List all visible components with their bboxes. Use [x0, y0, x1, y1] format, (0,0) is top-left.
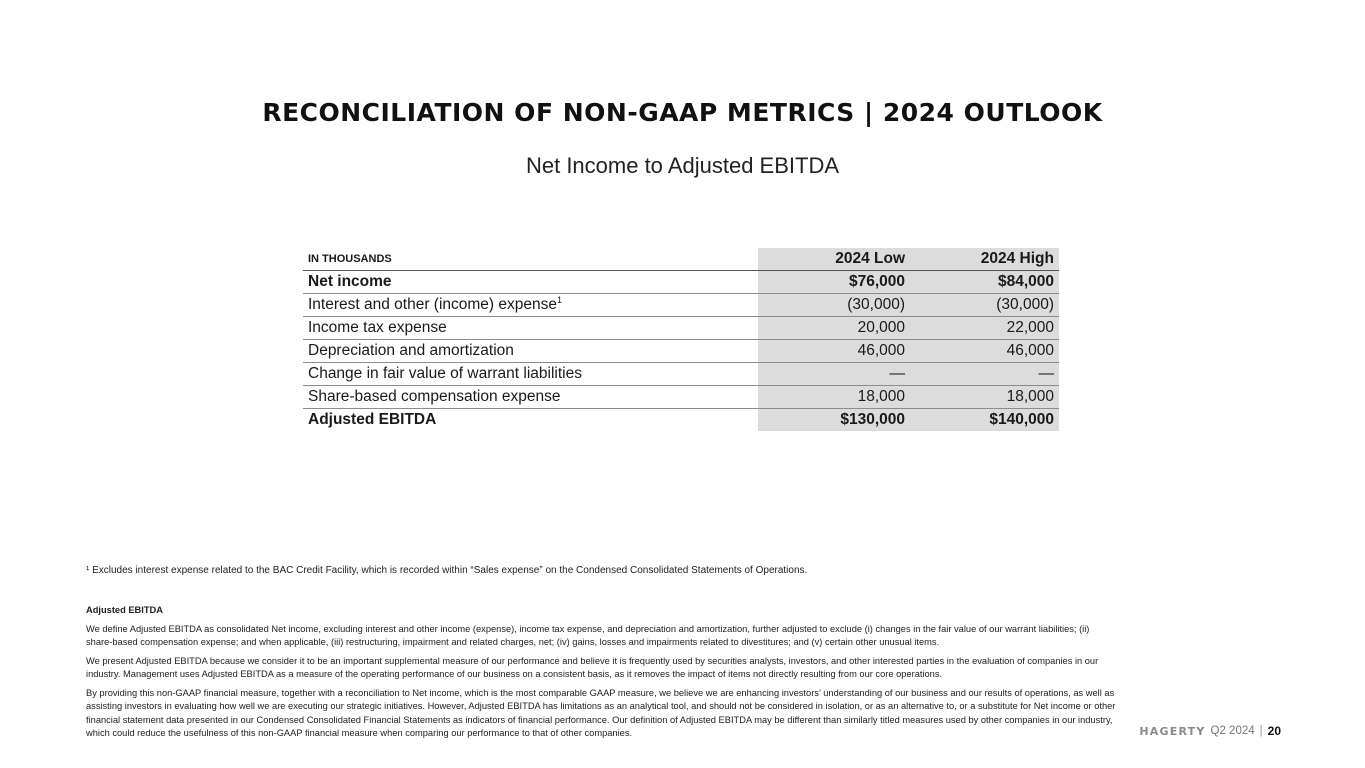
row-value-high: 46,000 — [910, 340, 1059, 363]
column-header-label: IN THOUSANDS — [303, 248, 758, 271]
reconciliation-table — [303, 248, 1059, 431]
column-header-low: 2024 Low — [758, 248, 910, 271]
column-header-high: 2024 High — [910, 248, 1059, 271]
footnote-mark: 1 — [557, 295, 563, 305]
row-value-high: 22,000 — [910, 317, 1059, 340]
page-number: 20 — [1267, 724, 1281, 738]
row-label: Share-based compensation expense — [303, 386, 758, 409]
row-label — [303, 294, 758, 317]
report-period: Q2 2024 — [1210, 725, 1255, 737]
row-value-high: $84,000 — [910, 271, 1059, 294]
footnote: ¹ Excludes interest expense related to the BAC Credit Facility, which is recorded within “Sales expense” on the Condensed Consolidated Statements of Operations. — [86, 565, 808, 576]
row-value-high: — — [910, 363, 1059, 386]
page-title: RECONCILIATION OF NON-GAAP METRICS | 2024 OUTLOOK — [262, 98, 1103, 127]
hagerty-logo: HAGERTY — [1139, 724, 1206, 738]
row-label: Depreciation and amortization — [303, 340, 758, 363]
row-value-low: — — [758, 363, 910, 386]
row-value-low: 18,000 — [758, 386, 910, 409]
definition-paragraph: We define Adjusted EBITDA as consolidated Net income, excluding interest and other income (expense), income tax expense, and depreciation and amortization, further adjusted to exclude (i) changes in the fair value of our warrant liabilities; (ii) share-based compensation expense; and when applicable, (iii) restructuring, impairment and related charges, net; (iv) gains, losses and impairments related to divestitures; and (v) certain other unusual items. — [86, 623, 1090, 647]
table-row-total — [303, 409, 1059, 432]
row-label: Adjusted EBITDA — [303, 409, 758, 432]
definition-paragraph: By providing this non-GAAP financial measure, together with a reconciliation to Net income, which is the most comparable GAAP measure, we believe we are enhancing investors’ understanding of our business and our results of operations, as well as assisting investors in evaluating how well we are executing our strategic initiatives. However, Adjusted EBITDA has limitations as an analytical tool, and should not be considered in isolation, or as an alternative to, or a substitute for Net income or other financial statement data presented in our Condensed Consolidated Financial Statements as indicators of financial performance. Our definition of Adjusted EBITDA may be different than similarly titled measures used by other companies in our industry, which could reduce the usefulness of this non-GAAP financial measure when comparing our performance to that of other companies. — [86, 687, 1116, 738]
table-row — [303, 363, 1059, 386]
row-value-low: $76,000 — [758, 271, 910, 294]
definitions-heading: Adjusted EBITDA — [86, 605, 163, 615]
footer — [1139, 724, 1281, 738]
row-value-high: $140,000 — [910, 409, 1059, 432]
table-row — [303, 294, 1059, 317]
row-value-low: $130,000 — [758, 409, 910, 432]
row-value-low: 20,000 — [758, 317, 910, 340]
table-header-row — [303, 248, 1059, 271]
row-value-high: (30,000) — [910, 294, 1059, 317]
table-row — [303, 386, 1059, 409]
row-value-high: 18,000 — [910, 386, 1059, 409]
table-row — [303, 340, 1059, 363]
row-value-low: 46,000 — [758, 340, 910, 363]
row-value-low: (30,000) — [758, 294, 910, 317]
footer-separator: | — [1259, 725, 1263, 737]
row-label: Net income — [308, 273, 392, 290]
definitions-section — [86, 604, 1116, 746]
table-row — [303, 317, 1059, 340]
row-label-text: Interest and other (income) expense — [308, 296, 557, 313]
row-label: Change in fair value of warrant liabilities — [303, 363, 758, 386]
row-label: Income tax expense — [303, 317, 758, 340]
definition-paragraph: We present Adjusted EBITDA because we consider it to be an important supplemental measure of our performance and believe it is frequently used by securities analysts, investors, and other interested parties in the evaluation of companies in our industry. Management uses Adjusted EBITDA as a measure of the operating performance of our business on a consistent basis, as it removes the impact of items not directly resulting from our core operations. — [86, 655, 1099, 679]
page-subtitle: Net Income to Adjusted EBITDA — [525, 153, 840, 178]
table-row — [303, 271, 1059, 294]
